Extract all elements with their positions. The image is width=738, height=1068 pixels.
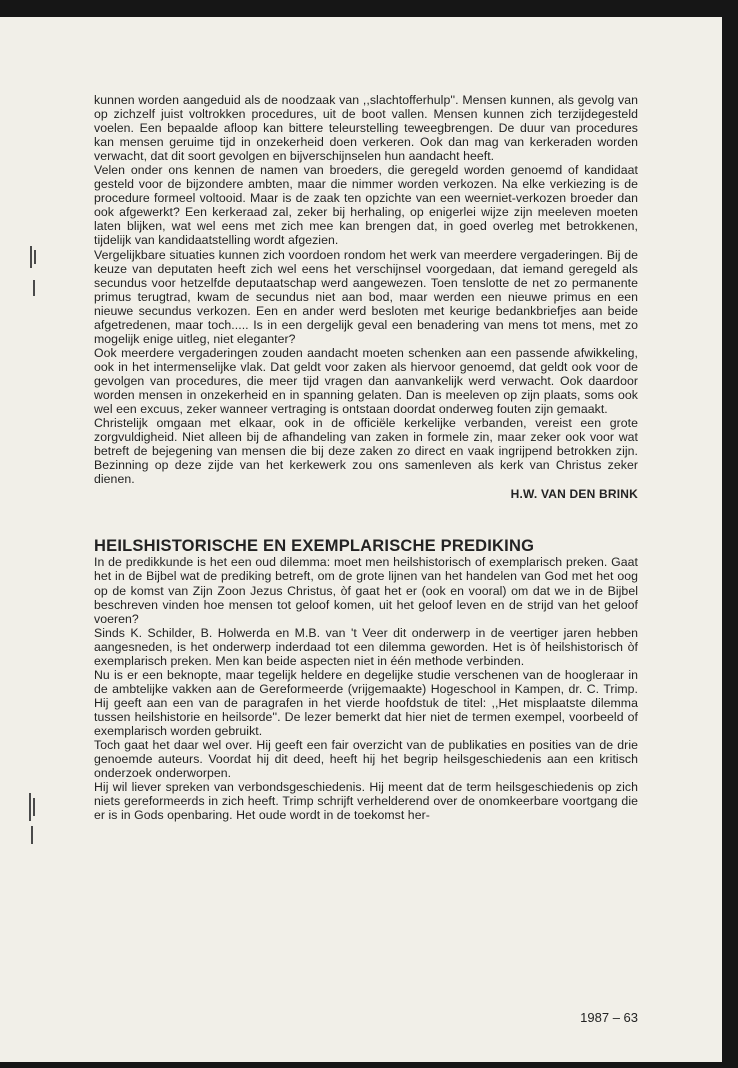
paragraph: Hij wil liever spreken van verbondsgeschiedenis. Hij meent dat de term heilsgeschiedenis op zich niets gereformeerds in zich heeft. Trimp schrijft verhelderend over de onomkeerbare voortgang die er is in Gods openbaring. Het oude wordt in de toekomst her- bbox=[94, 780, 638, 823]
paragraph: kunnen worden aangeduid als de noodzaak van ,,slachtofferhulp''. Mensen kunnen, als gevolg van op zichzelf juist voltrokken procedures, uit de boot vallen. Mensen kunnen zich terzijdegesteld voelen. Een bepaalde afloop kan bittere teleurstelling teweegbrengen. De duur van procedures kan mensen geruime tijd in onzekerheid doen verkeren. Ook dan mag van kerkeraden worden verwacht, dat dit soort gevolgen en bijverschijnselen hun aandacht heeft. bbox=[94, 93, 638, 164]
scan-border-bottom bbox=[0, 1062, 738, 1068]
margin-mark bbox=[33, 798, 35, 816]
paragraph: Christelijk omgaan met elkaar, ook in de officiële kerkelijke verbanden, vereist een grote zorgvuldigheid. Niet alleen bij de afhandeling van zaken in formele zin, maar zeker ook voor wat betreft de bejegening van mensen die bij deze zaken zo direct en vaak ingrijpend betrokken zijn. Bezinning op deze zijde van het kerkewerk zou ons samenleven als kerk van Christus zeker dienen. bbox=[94, 416, 638, 487]
margin-mark bbox=[34, 250, 36, 264]
scan-border-top bbox=[0, 0, 738, 17]
new-article bbox=[94, 539, 638, 822]
margin-mark bbox=[31, 826, 33, 844]
paragraph: Velen onder ons kennen de namen van broeders, die geregeld worden genoemd of kandidaat gesteld voor de bijzondere ambten, maar die nimmer worden verkozen. Na elke verkiezing is de procedure formeel voltooid. Maar is de zaak ten opzichte van een weerniet-verkozen broeder dan ook afgewerkt? Een kerkeraad zal, zeker bij herhaling, op enigerlei wijze zijn meeleven moeten laten blijken, wat wel eens met zich mee kan brengen dat, in goed overleg met betrokkenen, tijdelijk van kandidaatstelling wordt afgezien. bbox=[94, 163, 638, 248]
margin-mark bbox=[33, 280, 35, 296]
paragraph: Vergelijkbare situaties kunnen zich voordoen rondom het werk van meerdere vergaderingen. Bij de keuze van deputaten heeft zich wel eens het verschijnsel voorgedaan, dat iemand geregeld als secundus voor hetzelfde deputaatschap werd aangewezen. Toen tenslotte de net zo permanente primus terugtrad, kwam de secundus niet aan bod, maar werden een nieuwe primus en een nieuwe secundus verkozen. Een en ander werd besloten met keurige bedankbriefjes aan beide afgetredenen, maar toch..... Is in een dergelijk geval een benadering van mens tot mens, met zo mogelijk enige uitleg, niet eleganter? bbox=[94, 247, 638, 346]
author-signature: H.W. VAN DEN BRINK bbox=[510, 487, 638, 502]
page-content bbox=[94, 93, 638, 822]
paragraph: Sinds K. Schilder, B. Holwerda en M.B. van 't Veer dit onderwerp in de veertiger jaren hebben aangesneden, is het onderwerp inderdaad tot een dilemma geworden. Het is òf heilshistorisch òf exemplarisch preken. Men kan beide aspecten niet in één methode verbinden. bbox=[94, 625, 638, 668]
page-number: 1987 – 63 bbox=[580, 1010, 638, 1025]
paragraph: Toch gaat het daar wel over. Hij geeft een fair overzicht van de publikaties en posities van de drie genoemde auteurs. Voordat hij dit deed, heeft hij het begrip heilsgeschiedenis aan een kritisch onderzoek onderworpen. bbox=[94, 738, 638, 781]
scan-border-right bbox=[722, 0, 738, 1068]
article-continuation bbox=[94, 93, 638, 501]
paragraph: In de predikkunde is het een oud dilemma: moet men heilshistorisch of exemplarisch preken. Gaat het in de Bijbel wat de prediking betreft, om de grote lijnen van het handelen van God met het oog op de komst van Zijn Zoon Jezus Christus, òf gaat het er (ook en vooral) om dat we in de Bijbel beschreven vinden hoe mensen tot geloof komen, uit het geloof leven en de strijd van het geloof voeren? bbox=[94, 555, 638, 626]
article-title: HEILSHISTORISCHE EN EXEMPLARISCHE PREDIKING bbox=[94, 537, 535, 556]
paragraph: Nu is er een beknopte, maar tegelijk heldere en degelijke studie verschenen van de hoogleraar in de ambtelijke vakken aan de Gereformeerde (vrijgemaakte) Hogeschool in Kampen, dr. C. Trimp. Hij geeft aan een van de paragrafen in het vierde hoofdstuk de titel: ,,Het misplaatste dilemma tussen heilshistorie en heilsorde''. De lezer bemerkt dat hier niet de termen exempel, voorbeeld of exemplarisch worden gebruikt. bbox=[94, 667, 638, 738]
margin-mark bbox=[30, 246, 32, 268]
paragraph: Ook meerdere vergaderingen zouden aandacht moeten schenken aan een passende afwikkeling, ook in het intermenselijke vlak. Dat geldt voor zaken als hiervoor genoemd, dat geldt ook voor de gevolgen van procedures, die meer tijd vragen dan aanvankelijk werd verwacht. Ook daardoor worden mensen in onzekerheid en in spanning gelaten. Dan is meeleven op zijn plaats, soms ook wel een excuus, zeker wanneer vertraging is ontstaan doordat onderweg fouten zijn gemaakt. bbox=[94, 345, 638, 417]
margin-mark bbox=[29, 793, 31, 821]
